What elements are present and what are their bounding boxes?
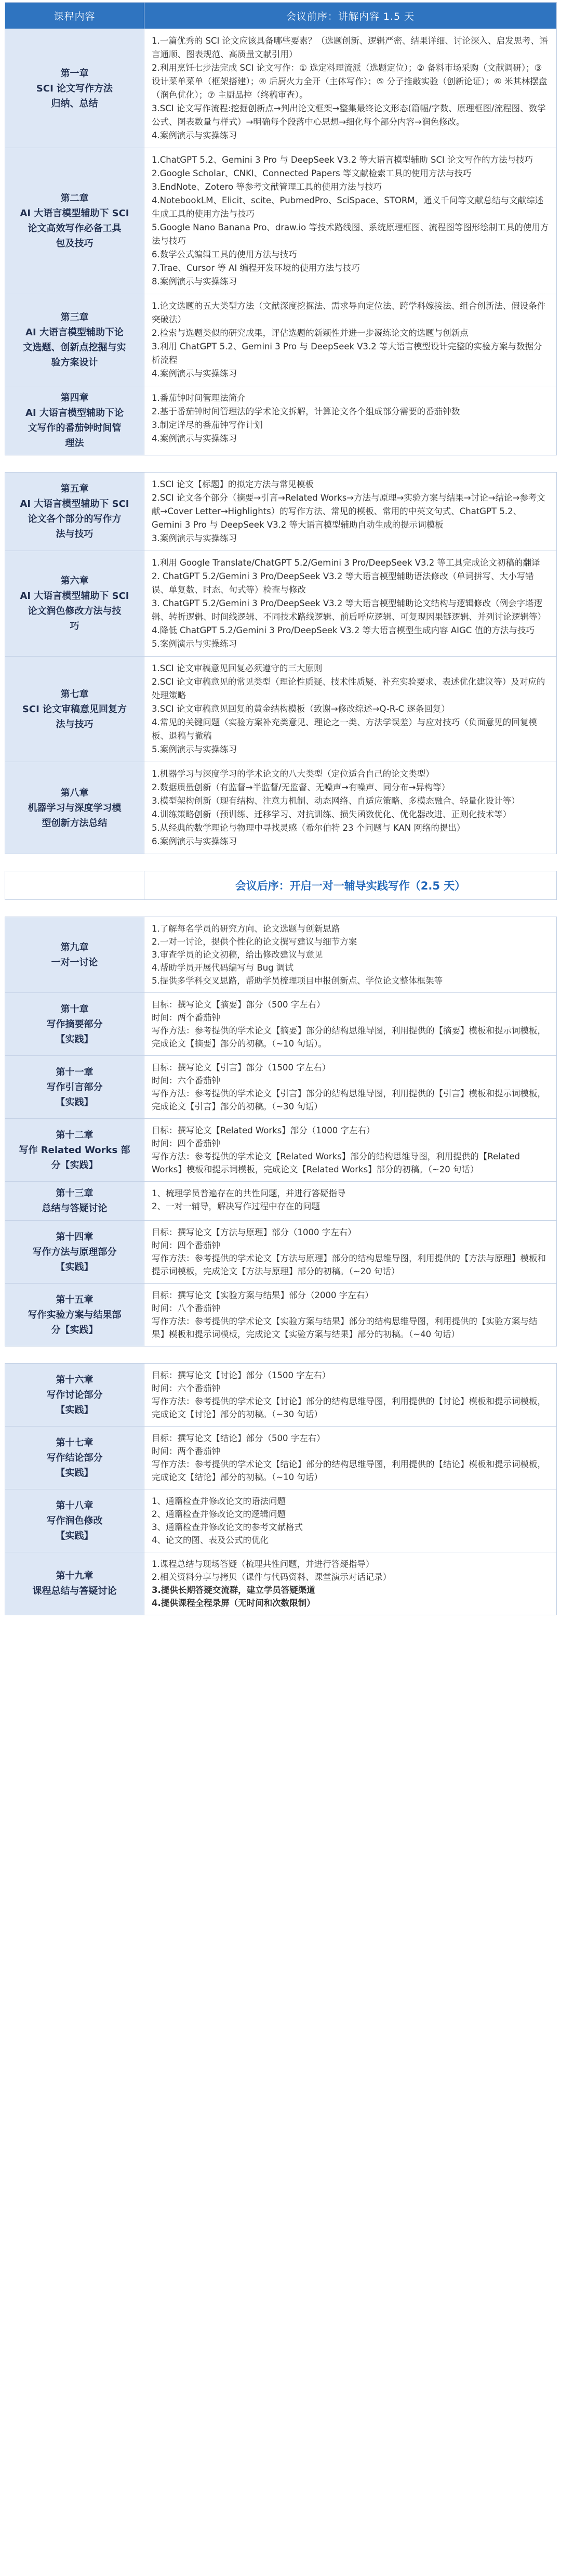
chapter-title-cell (5, 148, 144, 294)
chapter-content-line: 写作方法：参考提供的学术论文【结论】部分的结构思维导图，利用提供的【结论】模板和提示词模板，完成论文【结论】部分的初稿。（~10 句话） (152, 1459, 546, 1482)
chapter-content-line: 写作方法：参考提供的学术论文【讨论】部分的结构思维导图，利用提供的【讨论】模板和提示词模板，完成论文【讨论】部分的初稿。（~30 句话） (152, 1396, 546, 1419)
chapter-content-line: 时间：两个番茄钟 (152, 1013, 220, 1023)
outline-body (5, 29, 557, 1615)
chapter-title-cell (5, 473, 144, 551)
chapter-title-cell (5, 1284, 144, 1346)
chapter-content-cell (144, 1364, 557, 1427)
table-header-row (5, 3, 557, 29)
chapter-title-line: 【实践】 (56, 1530, 94, 1541)
chapter-content-cell (144, 551, 557, 657)
chapter-title-line: 一对一讨论 (51, 957, 98, 968)
chapter-content-cell (144, 1221, 557, 1284)
chapter-row (5, 473, 557, 551)
chapter-title-cell (5, 1427, 144, 1489)
chapter-row (5, 1552, 557, 1615)
chapter-title-line: 第十五章 (56, 1294, 94, 1305)
chapter-content-line: 1.了解每名学员的研究方向、论文选题与创新思路 (152, 924, 340, 934)
chapter-content-line: 1.ChatGPT 5.2、Gemini 3 Pro 与 DeepSeek V3.2 等大语言模型辅助 SCI 论文写作的方法与技巧 (152, 155, 533, 165)
chapter-title-cell (5, 1221, 144, 1284)
chapter-row (5, 386, 557, 455)
header-pre-session: 会议前序：讲解内容 1.5 天 (144, 3, 557, 29)
chapter-content-line: 1、梳理学员普遍存在的共性问题，并进行答疑指导 (152, 1188, 346, 1198)
chapter-content-line: 1.SCI 论文【标题】的拟定方法与常见模板 (152, 479, 314, 489)
chapter-title-line: 写作润色修改 (46, 1515, 103, 1526)
chapter-content-line: 2.一对一讨论，提供个性化的论文撰写建议与细节方案 (152, 937, 357, 947)
chapter-content-line: 时间：四个番茄钟 (152, 1139, 220, 1148)
chapter-title-line: 论文润色修改方法与技 (28, 606, 122, 617)
section-gap-row (5, 1346, 557, 1364)
chapter-title-line: 写作引言部分 (46, 1081, 103, 1093)
chapter-content-line: 5.案例演示与实操练习 (152, 639, 237, 649)
chapter-content-cell (144, 657, 557, 762)
chapter-title-line: 第十章 (60, 1003, 89, 1015)
chapter-content-line: 6.案例演示与实操练习 (152, 836, 237, 846)
chapter-content-line: 1.利用 Google Translate/ChatGPT 5.2/Gemini 3 Pro/DeepSeek V3.2 等工具完成论文初稿的翻译 (152, 558, 540, 568)
header-course-content: 课程内容 (5, 3, 144, 29)
chapter-content-line: 7.Trae、Cursor 等 AI 编程开发环境的使用方法与技巧 (152, 263, 360, 273)
chapter-content-line: 3.EndNote、Zotero 等参考文献管理工具的使用方法与技巧 (152, 182, 382, 192)
chapter-title-line: 法与技巧 (56, 529, 94, 540)
chapter-title-cell (5, 386, 144, 455)
chapter-content-cell (144, 386, 557, 455)
chapter-title-cell (5, 762, 144, 854)
section-gap (5, 1346, 557, 1364)
chapter-title-cell (5, 29, 144, 148)
chapter-content-line: 目标：撰写论文【实验方案与结果】部分（2000 字左右） (152, 1290, 373, 1300)
chapter-content-line: 3.SCI 论文写作流程:挖掘创新点→判出论文框架→整集最终论文形态(篇幅/字数、原理框图/流程图、数学公式、图表数量与样式）→明确每个段落中心思想→细化每个部分内容→润色修改。 (152, 103, 546, 127)
chapter-content-line: 4.案例演示与实操练习 (152, 434, 237, 443)
chapter-row (5, 917, 557, 993)
chapter-content-line: 1.论文选题的五大类型方法（文献深度挖掘法、需求导向定位法、跨学科嫁接法、组合创新法、假设条件突破法） (152, 301, 546, 324)
chapter-content-cell (144, 762, 557, 854)
chapter-content-line: 1.课程总结与现场答疑（梳理共性问题，并进行答疑指导） (152, 1559, 375, 1569)
chapter-content-line: 目标：撰写论文【摘要】部分（500 字左右） (152, 1000, 325, 1010)
chapter-content-line: 2、通篇检查并修改论文的逻辑问题 (152, 1509, 286, 1519)
section-gap-row (5, 455, 557, 473)
chapter-title-line: 文写作的番茄钟时间管 (28, 423, 122, 434)
chapter-title-line: 写作方法与原理部分 (32, 1246, 117, 1258)
chapter-content-line: 3.利用 ChatGPT 5.2、Gemini 3 Pro 与 DeepSeek V3.2 等大语言模型设计完整的实验方案与数据分析流程 (152, 342, 542, 365)
chapter-content-line: 2.SCI 论文审稿意见的常见类型（理论性质疑、技术性质疑、补充实验要求、表述优化建议等）及对应的处理策略 (152, 677, 545, 700)
chapter-content-line: 4.常见的关键问题（实验方案补充类意见、理论之一类、方法学误差）与应对技巧（负面意见的回复模板、退稿与撤稿 (152, 717, 537, 741)
chapter-title-line: 第五章 (60, 483, 89, 494)
chapter-title-cell (5, 551, 144, 657)
chapter-title-line: 第十九章 (56, 1571, 94, 1581)
chapter-content-line: 1.番茄钟时间管理法简介 (152, 393, 246, 403)
chapter-content-line: 4.训练策略创新（预训练、迁移学习、对抗训练、损失函数优化、优化器改进、正则化技术等） (152, 809, 512, 819)
chapter-row (5, 1056, 557, 1119)
chapter-row (5, 1182, 557, 1221)
chapter-title-cell (5, 657, 144, 762)
chapter-title-line: 论文高效写作必备工具 (28, 223, 122, 234)
chapter-title-cell (5, 1552, 144, 1615)
chapter-content-line: 3.审查学员的论文初稿，给出修改建议与意见 (152, 950, 323, 960)
chapter-title-line: 【实践】 (56, 1261, 94, 1273)
chapter-content-cell (144, 294, 557, 386)
chapter-content-line: 写作方法：参考提供的学术论文【引言】部分的结构思维导图，利用提供的【引言】模板和提示词模板，完成论文【引言】部分的初稿。（~30 句话） (152, 1089, 546, 1112)
chapter-content-cell (144, 1182, 557, 1221)
chapter-title-line: 课程总结与答疑讨论 (32, 1586, 117, 1597)
chapter-row (5, 148, 557, 294)
chapter-title-cell (5, 993, 144, 1056)
chapter-title-line: 写作 Related Works 部 (19, 1144, 130, 1156)
chapter-content-line: 5.提供多学科交叉思路，帮助学员梳理项目申报创新点、学位论文整体框架等 (152, 976, 443, 986)
chapter-title-line: 写作结论部分 (46, 1452, 103, 1463)
chapter-content-line: 写作方法：参考提供的学术论文【方法与原理】部分的结构思维导图，利用提供的【方法与原理】模板和提示词模板，完成论文【方法与原理】部分的初稿。（~20 句话） (152, 1253, 546, 1276)
chapter-title-line: 第八章 (60, 787, 89, 799)
chapter-content-line: 5.Google Nano Banana Pro、draw.io 等技术路线图、系统原理框图、流程图等图形绘制工具的使用方法与技巧 (152, 223, 549, 246)
chapter-content-line: 4.案例演示与实操练习 (152, 369, 237, 378)
chapter-content-cell (144, 1552, 557, 1615)
chapter-title-cell (5, 1056, 144, 1119)
chapter-title-line: 包及技巧 (56, 238, 94, 249)
section-gap (5, 455, 557, 473)
chapter-title-line: 机器学习与深度学习模 (28, 802, 122, 814)
chapter-title-cell (5, 1364, 144, 1427)
chapter-title-cell (5, 1489, 144, 1552)
chapter-content-line: 时间：四个番茄钟 (152, 1240, 220, 1250)
chapter-content-line: 3.提供长期答疑交流群，建立学员答疑渠道 (152, 1585, 315, 1595)
chapter-title-line: 写作讨论部分 (46, 1389, 103, 1401)
chapter-row (5, 993, 557, 1056)
chapter-title-line: 第十七章 (56, 1437, 94, 1448)
chapter-content-line: 3.制定详尽的番茄钟写作计划 (152, 420, 263, 430)
chapter-content-line: 2.利用烹饪七步法完成 SCI 论文写作：① 选定料理流派（选题定位）；② 备料市场采购（文献调研）；③ 设计菜单菜单（框架搭建）；④ 后厨火力全开（主体写作）；⑤ 分子推敲实验（创新论证）；⑥ 米其林摆盘（润色优化）；⑦ 主厨品控（终稿审查）。 (152, 63, 547, 100)
chapter-content-line: 1.机器学习与深度学习的学术论文的八大类型（定位适合自己的论文类型） (152, 769, 434, 779)
chapter-title-line: 第十六章 (56, 1374, 94, 1385)
chapter-title-line: 写作实验方案与结果部 (28, 1309, 122, 1320)
chapter-content-line: 1.SCI 论文审稿意见回复必须遵守的三大原则 (152, 663, 323, 673)
chapter-content-line: 4.帮助学员开展代码编写与 Bug 调试 (152, 963, 293, 973)
chapter-row (5, 762, 557, 854)
section-gap (5, 900, 557, 917)
chapter-content-line: 1、通篇检查并修改论文的语法问题 (152, 1496, 286, 1506)
chapter-content-cell (144, 148, 557, 294)
chapter-title-line: 总结与答疑讨论 (42, 1203, 108, 1214)
section-gap-row (5, 854, 557, 871)
chapter-content-line: 2. ChatGPT 5.2/Gemini 3 Pro/DeepSeek V3.2 等大语言模型辅助语法修改（单词拼写、大小写错误、单复数、时态、句式等）检查与修改 (152, 571, 534, 595)
chapter-title-cell (5, 294, 144, 386)
chapter-content-line: 目标：撰写论文【结论】部分（500 字左右） (152, 1433, 325, 1443)
chapter-row (5, 1284, 557, 1346)
chapter-title-line: AI 大语言模型辅助下论 (25, 327, 124, 338)
chapter-title-line: 分【实践】 (51, 1159, 98, 1171)
chapter-title-line: 法与技巧 (56, 718, 94, 730)
chapter-content-line: 3、通篇检查并修改论文的参考文献格式 (152, 1522, 303, 1532)
chapter-content-line: 8.案例演示与实操练习 (152, 277, 237, 286)
chapter-title-line: 巧 (70, 621, 79, 632)
chapter-row (5, 1221, 557, 1284)
chapter-content-cell (144, 1284, 557, 1346)
chapter-title-line: 型创新方法总结 (42, 817, 108, 829)
chapter-title-line: 第一章 (60, 68, 89, 79)
chapter-content-cell (144, 29, 557, 148)
chapter-title-line: 分【实践】 (51, 1324, 98, 1336)
chapter-title-line: 第二章 (60, 193, 89, 204)
chapter-title-cell (5, 1119, 144, 1182)
chapter-content-line: 4.NotebookLM、Elicit、scite、PubmedPro、SciSpace、STORM，通义千问等文献总结与文献综述生成工具的使用方法与技巧 (152, 195, 544, 219)
chapter-row (5, 29, 557, 148)
chapter-title-line: SCI 论文审稿意见回复方 (22, 703, 127, 715)
chapter-title-line: 文选题、创新点挖掘与实 (23, 342, 126, 353)
chapter-title-line: 验方案设计 (51, 357, 98, 368)
chapter-title-line: 【实践】 (56, 1404, 94, 1416)
chapter-title-line: AI 大语言模型辅助下 SCI (20, 208, 129, 219)
chapter-title-line: 第十四章 (56, 1231, 94, 1243)
chapter-content-line: 2.Google Scholar、CNKI、Connected Papers 等文献检索工具的使用方法与技巧 (152, 168, 472, 178)
chapter-content-line: 5.从经典的数学理论与物理中寻找灵感（希尔伯特 23 个问题与 KAN 网络的提出） (152, 823, 465, 833)
chapter-content-line: 3.案例演示与实操练习 (152, 533, 237, 543)
chapter-title-line: AI 大语言模型辅助下论 (25, 408, 124, 419)
chapter-row (5, 1364, 557, 1427)
banner-blank-cell (5, 871, 144, 900)
chapter-content-line: 目标：撰写论文【讨论】部分（1500 字左右） (152, 1370, 331, 1380)
chapter-content-line: 4.降低 ChatGPT 5.2/Gemini 3 Pro/DeepSeek V3.2 等大语言模型生成内容 AIGC 值的方法与技巧 (152, 625, 535, 635)
chapter-row (5, 1489, 557, 1552)
chapter-title-line: AI 大语言模型辅助下 SCI (20, 499, 129, 509)
chapter-title-line: 第三章 (60, 312, 89, 323)
chapter-title-line: 理法 (65, 438, 84, 449)
chapter-content-cell (144, 917, 557, 993)
chapter-content-line: 3.模型架构创新（现有结构、注意力机制、动态网络、自适应策略、多模态融合、轻量化设计等） (152, 796, 520, 806)
chapter-content-line: 时间：两个番茄钟 (152, 1446, 220, 1456)
chapter-content-cell (144, 1489, 557, 1552)
chapter-row (5, 657, 557, 762)
chapter-content-line: 写作方法：参考提供的学术论文【实验方案与结果】部分的结构思维导图，利用提供的【实验方案与结果】模板和提示词模板，完成论文【实验方案与结果】部分的初稿。（~40 句话） (152, 1316, 538, 1339)
chapter-title-line: 第十八章 (56, 1500, 94, 1511)
chapter-title-line: 第四章 (60, 393, 89, 403)
chapter-title-line: 论文各个部分的写作方 (28, 514, 122, 525)
chapter-title-line: SCI 论文写作方法 (36, 83, 113, 94)
chapter-content-line: 2、一对一辅导，解决写作过程中存在的问题 (152, 1201, 320, 1211)
chapter-content-line: 2.检索与选题类似的研究成果，评估选题的新颖性并进一步凝练论文的选题与创新点 (152, 328, 469, 338)
chapter-title-cell (5, 917, 144, 993)
chapter-content-cell (144, 993, 557, 1056)
chapter-row (5, 1119, 557, 1182)
chapter-title-line: 写作摘要部分 (46, 1018, 103, 1030)
chapter-row (5, 294, 557, 386)
chapter-title-line: 归纳、总结 (51, 98, 98, 109)
chapter-content-line: 2.基于番茄钟时间管理法的学术论文拆解，计算论文各个组成部分需要的番茄钟数 (152, 407, 460, 416)
chapter-title-line: 【实践】 (56, 1467, 94, 1479)
section-gap (5, 854, 557, 871)
chapter-title-line: 【实践】 (56, 1034, 94, 1045)
chapter-content-line: 目标：撰写论文【引言】部分（1500 字左右） (152, 1063, 331, 1073)
banner-row (5, 871, 557, 900)
chapter-title-line: 第六章 (60, 576, 89, 586)
chapter-title-line: AI 大语言模型辅助下 SCI (20, 591, 129, 601)
chapter-content-line: 写作方法：参考提供的学术论文【摘要】部分的结构思维导图，利用提供的【摘要】模板和提示词模板，完成论文【摘要】部分的初稿。（~10 句话）。 (152, 1026, 546, 1049)
chapter-title-line: 第九章 (60, 942, 89, 953)
chapter-title-line: 【实践】 (56, 1096, 94, 1108)
chapter-content-line: 时间：六个番茄钟 (152, 1076, 220, 1086)
chapter-title-cell (5, 1182, 144, 1221)
chapter-content-line: 6.数学公式编辑工具的使用方法与技巧 (152, 250, 297, 259)
chapter-content-line: 2.相关资料分享与拷贝（课件与代码资料、课堂演示对话记录） (152, 1572, 392, 1582)
chapter-content-cell (144, 1427, 557, 1489)
chapter-content-cell (144, 1119, 557, 1182)
chapter-content-line: 1.一篇优秀的 SCI 论文应该具备哪些要素？（选题创新、逻辑严密、结果详细、讨论深入、启发思考、语言通顺、图表规范、高质量文献引用） (152, 36, 548, 59)
chapter-content-line: 写作方法：参考提供的学术论文【Related Works】部分的结构思维导图，利用提供的【Related Works】模板和提示词模板，完成论文【Related Works】部分的初稿。（~20 句话） (152, 1152, 520, 1174)
chapter-content-line: 目标：撰写论文【Related Works】部分（1000 字左右） (152, 1126, 375, 1135)
post-session-banner: 会议后序：开启一对一辅导实践写作（2.5 天） (144, 871, 557, 900)
chapter-title-line: 第十一章 (56, 1066, 94, 1078)
chapter-title-line: 第十二章 (56, 1129, 94, 1141)
chapter-row (5, 1427, 557, 1489)
section-gap-row (5, 900, 557, 917)
chapter-content-cell (144, 473, 557, 551)
chapter-content-line: 3.SCI 论文审稿意见回复的黄金结构模板（致谢→修改综述→Q-R-C 逐条回复） (152, 704, 450, 714)
chapter-row (5, 551, 557, 657)
chapter-content-line: 4.案例演示与实操练习 (152, 130, 237, 140)
chapter-content-line: 时间：八个番茄钟 (152, 1303, 220, 1313)
chapter-content-line: 4、论文的图、表及公式的优化 (152, 1535, 269, 1545)
course-outline-table (5, 2, 557, 1615)
chapter-title-line: 第七章 (60, 688, 89, 700)
chapter-content-line: 目标：撰写论文【方法与原理】部分（1000 字左右） (152, 1227, 356, 1237)
chapter-content-line: 4.提供课程全程录屏（无时间和次数限制） (152, 1598, 315, 1608)
course-outline-page (5, 0, 556, 1615)
chapter-content-cell (144, 1056, 557, 1119)
chapter-content-line: 5.案例演示与实操练习 (152, 744, 237, 754)
chapter-title-line: 第十三章 (56, 1188, 94, 1199)
chapter-content-line: 时间：六个番茄钟 (152, 1383, 220, 1393)
chapter-content-line: 2.数据质量创新（有监督→半监督/无监督、无噪声→有噪声、同分布→异构等） (152, 782, 450, 792)
chapter-content-line: 2.SCI 论文各个部分（摘要→引言→Related Works→方法与原理→实验方案与结果→讨论→结论→参考文献→Cover Letter→Highlights）的写作方法、常见的模板、常用的中英文句式、ChatGPT 5.2、Gemini 3 Pro 与 DeepSeek V3.2 等大语言模型辅助自动生成的提示词模板 (152, 493, 545, 530)
chapter-content-line: 3. ChatGPT 5.2/Gemini 3 Pro/DeepSeek V3.2 等大语言模型辅助论文结构与逻辑修改（例会字塔逻辑、转折逻辑、时间线逻辑、不同技术路线逻辑、前后呼应逻辑、可复现因果链逻辑、并列讨论逻辑等） (152, 598, 546, 622)
